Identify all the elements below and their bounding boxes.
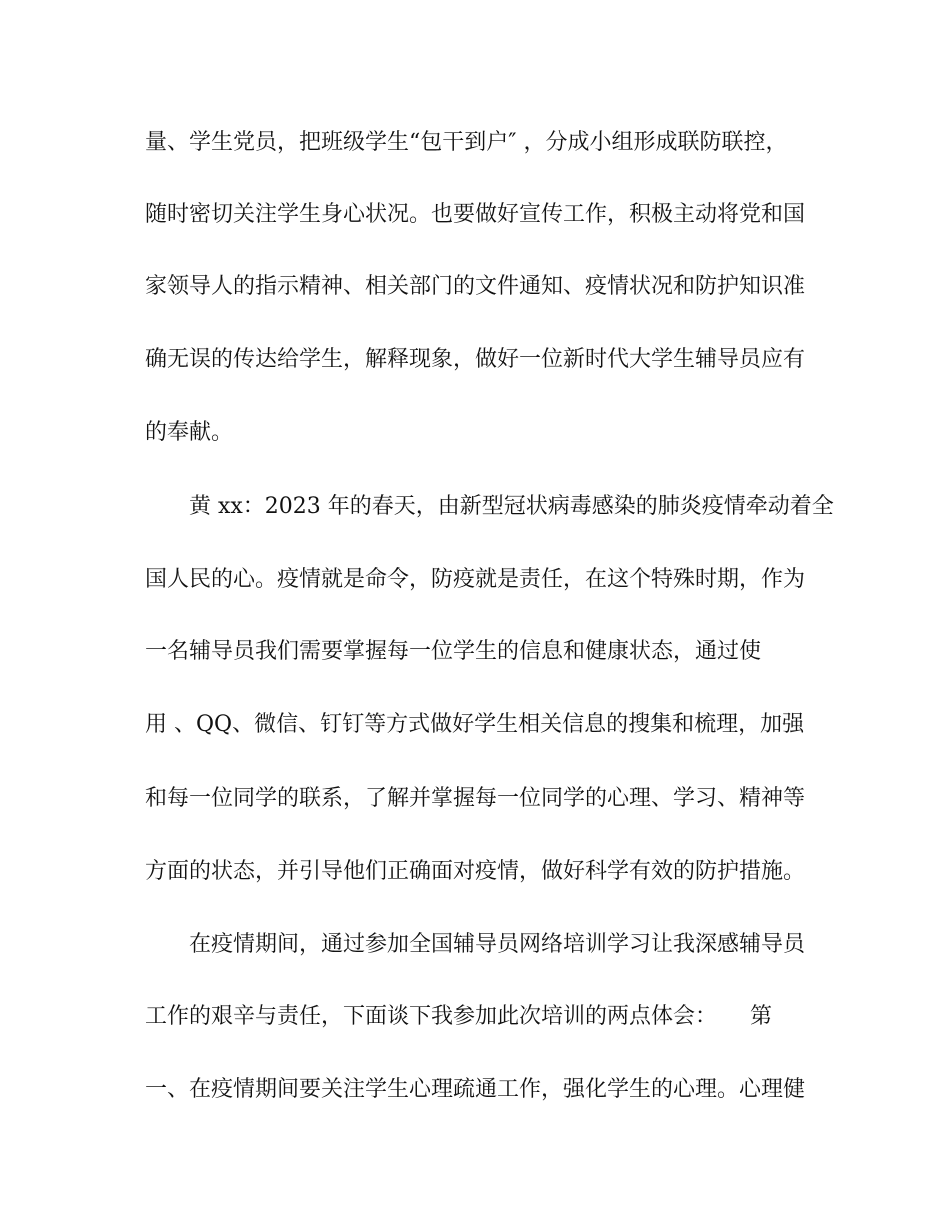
text-line: 工作的艰辛与责任，下面谈下我参加此次培训的两点体会： 第 bbox=[145, 1004, 773, 1029]
text-line: 用 、QQ、微信、钉钉等方式做好学生相关信息的搜集和梳理，加强 bbox=[145, 712, 805, 737]
text-line: 一、在疫情期间要关注学生心理疏通工作，强化学生的心理。心理健 bbox=[145, 1077, 806, 1102]
text-line: 家领导人的指示精神、相关部门的文件通知、疫情状况和防护知识准 bbox=[145, 274, 806, 299]
text-line: 一名辅导员我们需要掌握每一位学生的信息和健康状态，通过使 bbox=[145, 639, 762, 664]
text-line: 国人民的心。疫情就是命令，防疫就是责任，在这个特殊时期，作为 bbox=[145, 567, 806, 592]
text-line: 在疫情期间，通过参加全国辅导员网络培训学习让我深感辅导员 bbox=[189, 932, 806, 957]
text-line: 的奉献。 bbox=[145, 420, 234, 445]
text-line: 确无误的传达给学生，解释现象，做好一位新时代大学生辅导员应有 bbox=[145, 347, 806, 372]
text-line: 随时密切关注学生身心状况。也要做好宣传工作，积极主动将党和国 bbox=[145, 202, 806, 227]
text-line: 量、学生党员，把班级学生“包干到户″ ，分成小组形成联防联控， bbox=[145, 130, 788, 155]
text-line: 黄 xx：2023 年的春天，由新型冠状病毒感染的肺炎疫情牵动着全 bbox=[189, 494, 834, 519]
text-line: 方面的状态，并引导他们正确面对疫情，做好科学有效的防护措施。 bbox=[145, 859, 806, 884]
text-line: 和每一位同学的联系，了解并掌握每一位同学的心理、学习、精神等 bbox=[145, 786, 806, 811]
